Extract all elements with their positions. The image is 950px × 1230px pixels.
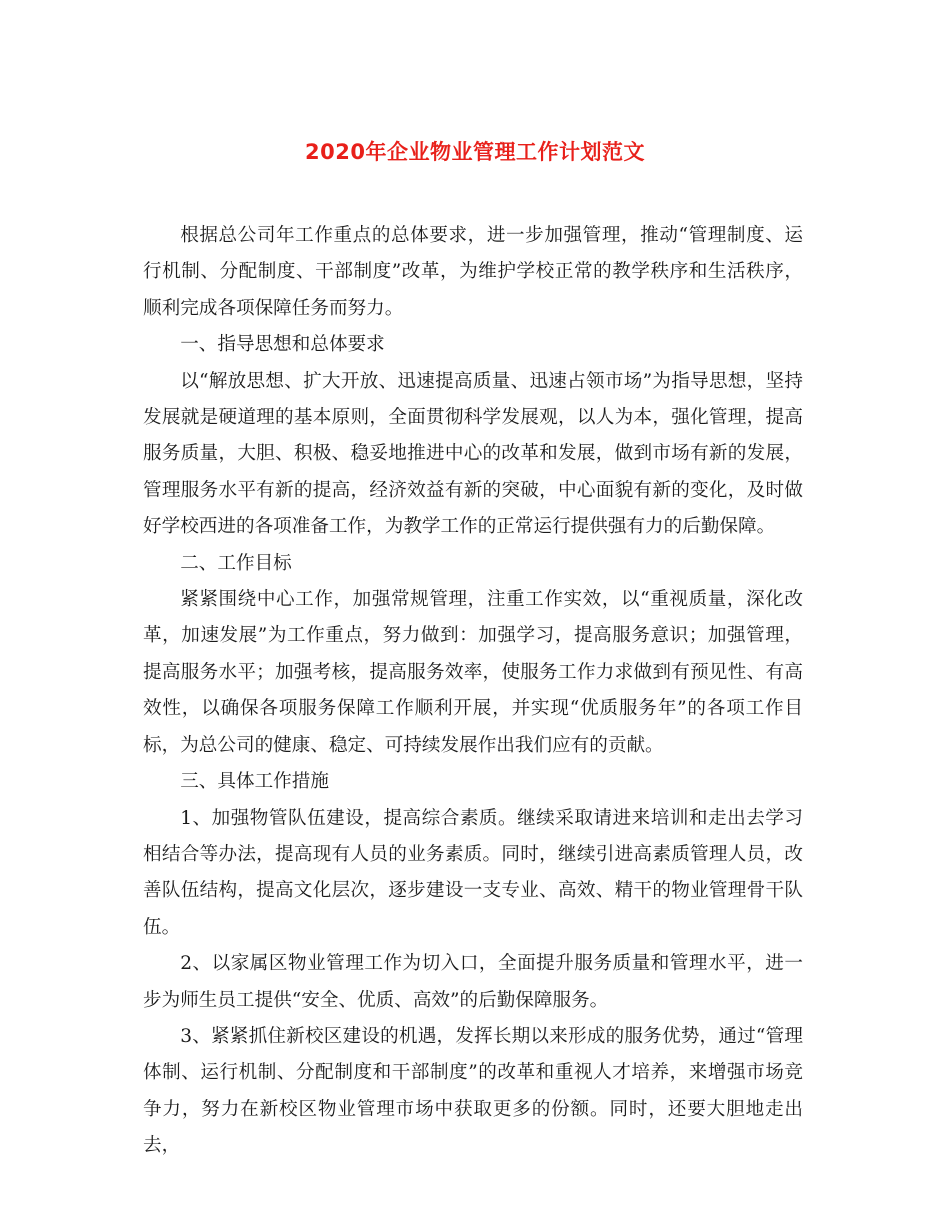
guiding-ideology-paragraph: 以“解放思想、扩大开放、迅速提高质量、迅速占领市场”为指导思想，坚持发展就是硬道理的基本原则，全面贯彻科学发展观，以人为本，强化管理，提高服务质量，大胆、积极、稳妥地推进中心的改革和发展，做到市场有新的发展，管理服务水平有新的提高，经济效益有新的突破，中心面貌有新的变化，及时做好学校西进的各项准备工作，为教学工作的正常运行提供强有力的后勤保障。 — [143, 370, 803, 538]
document-title: 2020年企业物业管理工作计划范文 — [305, 140, 645, 164]
section-heading-3: 三、具体工作措施 — [180, 771, 329, 793]
work-goals-paragraph: 紧紧围绕中心工作，加强常规管理，注重工作实效，以“重视质量，深化改革，加速发展”为工作重点，努力做到：加强学习，提高服务意识；加强管理，提高服务水平；加强考核，提高服务效率，使服务工作力求做到有预见性、有高效性，以确保各项服务保障工作顺利开展，并实现“优质服务年”的各项工作目标，为总公司的健康、稳定、可持续发展作出我们应有的贡献。 — [143, 589, 803, 756]
intro-paragraph: 根据总公司年工作重点的总体要求，进一步加强管理，推动“管理制度、运行机制、分配制度、干部制度”改革，为维护学校正常的教学秩序和生活秩序，顺利完成各项保障任务而努力。 — [143, 225, 803, 319]
section-heading-1: 一、指导思想和总体要求 — [180, 334, 385, 356]
measure-paragraph-1: 1、加强物管队伍建设，提高综合素质。继续采取请进来培训和走出去学习相结合等办法，提高现有人员的业务素质。同时，继续引进高素质管理人员，改善队伍结构，提高文化层次，逐步建设一支专业、高效、精干的物业管理骨干队伍。 — [143, 807, 803, 938]
measure-paragraph-2: 2、以家属区物业管理工作为切入口，全面提升服务质量和管理水平，进一步为师生员工提供“安全、优质、高效”的后勤保障服务。 — [143, 953, 803, 1011]
measure-paragraph-3: 3、紧紧抓住新校区建设的机遇，发挥长期以来形成的服务优势，通过“管理体制、运行机制、分配制度和干部制度”的改革和重视人才培养，来增强市场竞争力，努力在新校区物业管理市场中获取更多的份额。同时，还要大胆地走出去， — [143, 1025, 803, 1157]
document-body — [143, 218, 803, 1165]
section-heading-2: 二、工作目标 — [180, 552, 292, 574]
